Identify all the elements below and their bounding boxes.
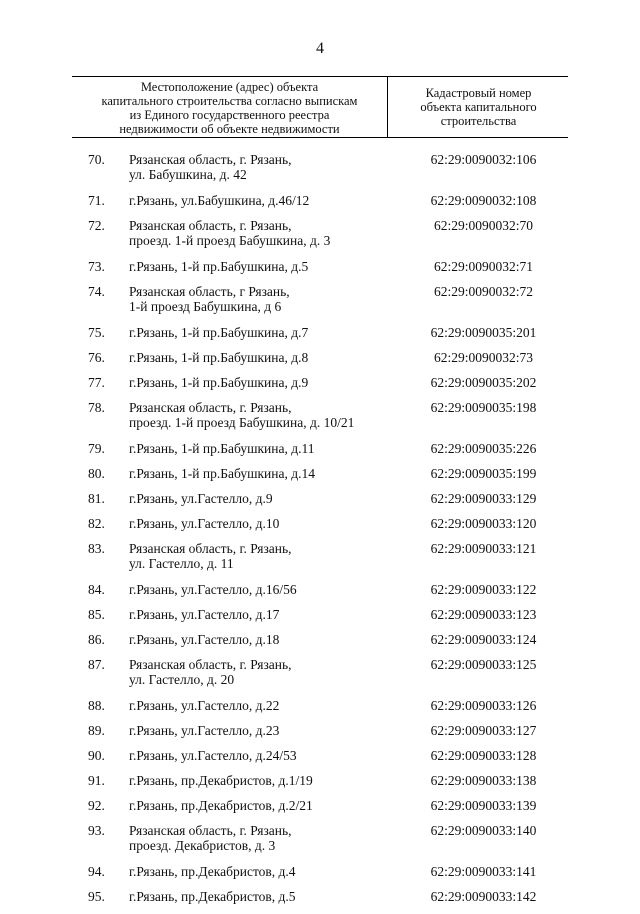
row-number: 95. — [88, 889, 105, 904]
table-row — [0, 632, 640, 657]
row-number: 92. — [88, 798, 105, 813]
row-number: 86. — [88, 632, 105, 647]
row-address: г.Рязань, 1-й пр.Бабушкина, д.7 — [129, 325, 309, 340]
row-address: г.Рязань, пр.Декабристов, д.2/21 — [129, 798, 313, 813]
row-number: 93. — [88, 823, 105, 838]
row-cadastral-number: 62:29:0090033:126 — [430, 698, 537, 713]
table-row — [0, 864, 640, 889]
table-row — [0, 350, 640, 375]
row-address: Рязанская область, г. Рязань, проезд. 1-й проезд Бабушкина, д. 10/21 — [129, 400, 355, 430]
row-number: 89. — [88, 723, 105, 738]
table-row — [0, 657, 640, 698]
table-row — [0, 400, 640, 441]
row-address: г.Рязань, пр.Декабристов, д.1/19 — [129, 773, 313, 788]
table-body — [0, 152, 640, 914]
table-row — [0, 773, 640, 798]
table-row — [0, 607, 640, 632]
table-row — [0, 491, 640, 516]
row-address: г.Рязань, ул.Гастелло, д.24/53 — [129, 748, 297, 763]
row-address: Рязанская область, г. Рязань, проезд. 1-й проезд Бабушкина, д. 3 — [129, 218, 331, 248]
row-number: 78. — [88, 400, 105, 415]
table-row — [0, 516, 640, 541]
table-header — [72, 76, 568, 138]
row-address: Рязанская область, г Рязань, 1-й проезд Бабушкина, д 6 — [129, 284, 290, 314]
row-cadastral-number: 62:29:0090032:70 — [433, 218, 533, 233]
row-cadastral-number: 62:29:0090033:128 — [430, 748, 537, 763]
table-row — [0, 823, 640, 864]
row-cadastral-number: 62:29:0090032:72 — [433, 284, 533, 299]
row-cadastral-number: 62:29:0090033:127 — [430, 723, 537, 738]
row-cadastral-number: 62:29:0090033:138 — [430, 773, 537, 788]
row-address: Рязанская область, г. Рязань, ул. Гастелло, д. 11 — [129, 541, 292, 571]
row-address: г.Рязань, ул.Гастелло, д.22 — [129, 698, 280, 713]
row-address: Рязанская область, г. Рязань, проезд. Декабристов, д. 3 — [129, 823, 292, 853]
row-cadastral-number: 62:29:0090033:140 — [430, 823, 537, 838]
row-address: г.Рязань, ул.Гастелло, д.10 — [129, 516, 280, 531]
table-row — [0, 582, 640, 607]
row-cadastral-number: 62:29:0090035:201 — [430, 325, 537, 340]
row-address: Рязанская область, г. Рязань, ул. Бабушкина, д. 42 — [129, 152, 292, 182]
row-address: г.Рязань, ул.Гастелло, д.17 — [129, 607, 280, 622]
row-cadastral-number: 62:29:0090035:226 — [430, 441, 537, 456]
row-cadastral-number: 62:29:0090033:129 — [430, 491, 537, 506]
table-row — [0, 441, 640, 466]
row-number: 82. — [88, 516, 105, 531]
table-row — [0, 284, 640, 325]
table-row — [0, 698, 640, 723]
row-cadastral-number: 62:29:0090032:71 — [433, 259, 533, 274]
row-cadastral-number: 62:29:0090032:73 — [433, 350, 533, 365]
row-number: 83. — [88, 541, 105, 556]
row-cadastral-number: 62:29:0090033:123 — [430, 607, 537, 622]
row-address: г.Рязань, ул.Гастелло, д.23 — [129, 723, 280, 738]
row-number: 70. — [88, 152, 105, 167]
row-address: г.Рязань, ул.Гастелло, д.18 — [129, 632, 280, 647]
table-row — [0, 541, 640, 582]
row-number: 79. — [88, 441, 105, 456]
row-number: 85. — [88, 607, 105, 622]
row-cadastral-number: 62:29:0090032:108 — [430, 193, 537, 208]
row-number: 76. — [88, 350, 105, 365]
row-number: 71. — [88, 193, 105, 208]
row-cadastral-number: 62:29:0090033:139 — [430, 798, 537, 813]
row-number: 88. — [88, 698, 105, 713]
row-number: 80. — [88, 466, 105, 481]
row-cadastral-number: 62:29:0090033:120 — [430, 516, 537, 531]
row-number: 94. — [88, 864, 105, 879]
row-number: 73. — [88, 259, 105, 274]
row-address: г.Рязань, 1-й пр.Бабушкина, д.8 — [129, 350, 309, 365]
table-row — [0, 152, 640, 193]
row-cadastral-number: 62:29:0090033:141 — [430, 864, 537, 879]
row-number: 77. — [88, 375, 105, 390]
table-row — [0, 798, 640, 823]
row-cadastral-number: 62:29:0090033:125 — [430, 657, 537, 672]
table-row — [0, 375, 640, 400]
header-cadastral-number: Кадастровый номер объекта капитального строительства — [420, 86, 537, 128]
row-number: 90. — [88, 748, 105, 763]
row-cadastral-number: 62:29:0090033:121 — [430, 541, 537, 556]
row-number: 72. — [88, 218, 105, 233]
table-row — [0, 259, 640, 284]
table-row — [0, 325, 640, 350]
row-address: г.Рязань, пр.Декабристов, д.4 — [129, 864, 296, 879]
row-cadastral-number: 62:29:0090033:122 — [430, 582, 537, 597]
table-row — [0, 889, 640, 914]
row-address: г.Рязань, ул.Гастелло, д.9 — [129, 491, 273, 506]
header-location: Местоположение (адрес) объекта капитального строительства согласно выпискам из Единого государственного реестра недвижимости об объекте недвижимости — [72, 77, 388, 137]
row-address: г.Рязань, 1-й пр.Бабушкина, д.14 — [129, 466, 315, 481]
row-address: г.Рязань, 1-й пр.Бабушкина, д.9 — [129, 375, 309, 390]
row-cadastral-number: 62:29:0090035:199 — [430, 466, 537, 481]
row-cadastral-number: 62:29:0090033:142 — [430, 889, 537, 904]
row-address: г.Рязань, ул.Бабушкина, д.46/12 — [129, 193, 310, 208]
row-cadastral-number: 62:29:0090033:124 — [430, 632, 537, 647]
row-address: г.Рязань, 1-й пр.Бабушкина, д.11 — [129, 441, 315, 456]
row-address: г.Рязань, 1-й пр.Бабушкина, д.5 — [129, 259, 309, 274]
row-cadastral-number: 62:29:0090032:106 — [430, 152, 537, 167]
table-row — [0, 466, 640, 491]
row-address: г.Рязань, ул.Гастелло, д.16/56 — [129, 582, 297, 597]
row-cadastral-number: 62:29:0090035:198 — [430, 400, 537, 415]
table-row — [0, 748, 640, 773]
row-number: 75. — [88, 325, 105, 340]
row-cadastral-number: 62:29:0090035:202 — [430, 375, 537, 390]
row-number: 87. — [88, 657, 105, 672]
table-row — [0, 723, 640, 748]
row-number: 81. — [88, 491, 105, 506]
table-row — [0, 218, 640, 259]
row-number: 91. — [88, 773, 105, 788]
table-row — [0, 193, 640, 218]
row-address: г.Рязань, пр.Декабристов, д.5 — [129, 889, 296, 904]
row-address: Рязанская область, г. Рязань, ул. Гастелло, д. 20 — [129, 657, 292, 687]
row-number: 84. — [88, 582, 105, 597]
page-number: 4 — [316, 40, 324, 57]
row-number: 74. — [88, 284, 105, 299]
